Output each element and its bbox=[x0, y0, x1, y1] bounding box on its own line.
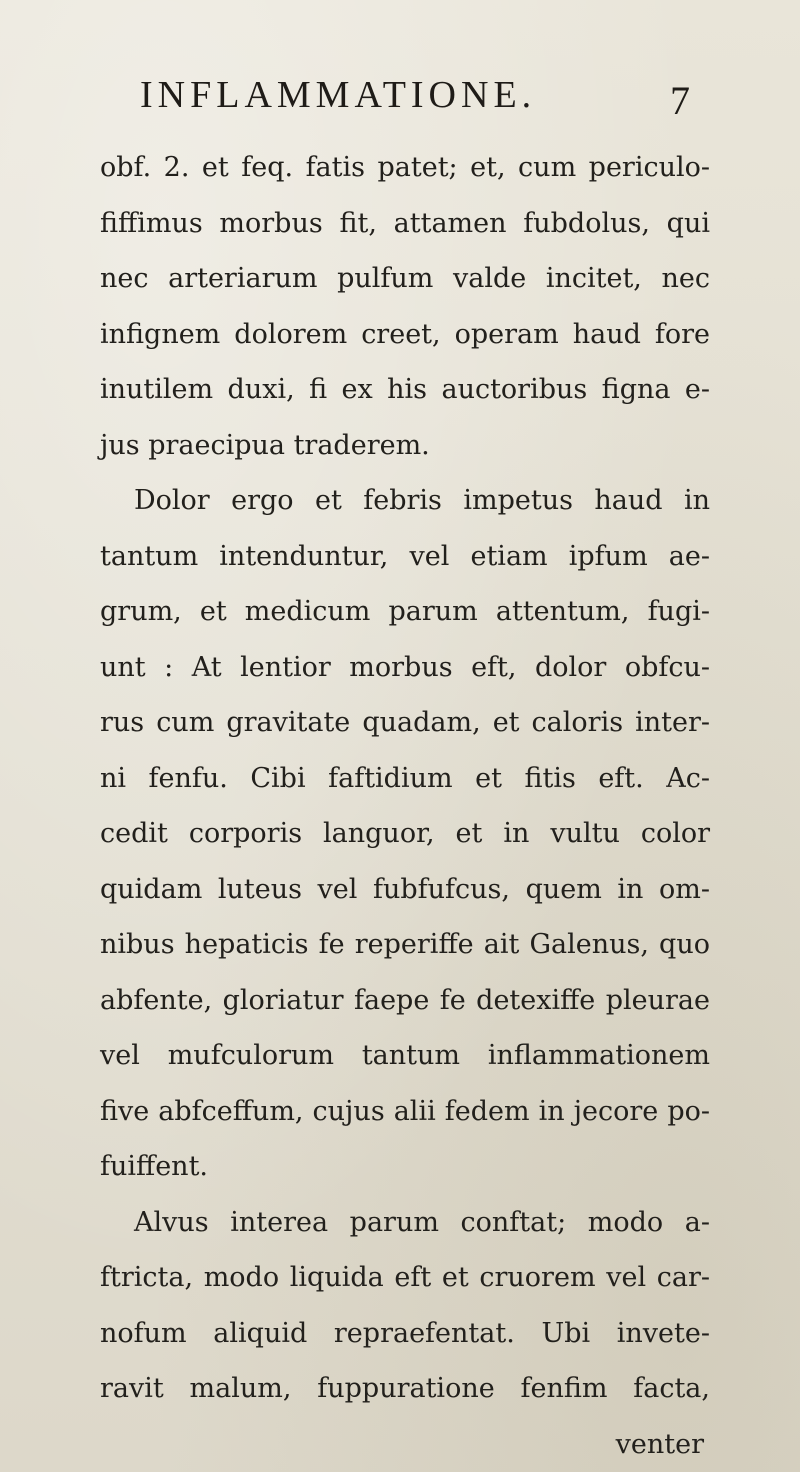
text-line: rus cum gravitate quadam, et caloris inter- bbox=[100, 707, 710, 738]
text-line: fuiffent. bbox=[100, 1151, 208, 1182]
text-line: jus praecipua traderem. bbox=[100, 429, 430, 461]
text-line: inutilem duxi, fi ex his auctoribus figna e- bbox=[100, 374, 710, 405]
text-line: five abfceffum, cujus alii fedem in jecore po- bbox=[100, 1095, 710, 1127]
text-line: unt : At lentior morbus eft, dolor obfcu- bbox=[100, 651, 710, 683]
body-text bbox=[100, 140, 710, 1472]
text-line: grum, et medicum parum attentum, fugi- bbox=[100, 596, 710, 627]
text-line: Dolor ergo et febris impetus haud in bbox=[134, 485, 710, 516]
catchword: venter bbox=[615, 1428, 704, 1460]
text-line: ni fenfu. Cibi faftidium et fitis eft. Ac- bbox=[100, 762, 710, 794]
text-line: nofum aliquid repraefentat. Ubi invete- bbox=[100, 1317, 710, 1349]
text-line: Alvus interea parum conftat; modo a- bbox=[134, 1206, 710, 1238]
text-line: infignem dolorem creet, operam haud fore bbox=[100, 318, 710, 350]
text-line: cedit corporis languor, et in vultu color bbox=[100, 818, 710, 849]
text-line: ftricta, modo liquida eft et cruorem vel car- bbox=[100, 1262, 710, 1293]
running-title: INFLAMMATIONE. bbox=[140, 74, 537, 116]
text-line: nec arteriarum pulfum valde incitet, nec bbox=[100, 263, 710, 294]
text-line: abfente, gloriatur faepe fe detexiffe pleurae bbox=[100, 984, 710, 1016]
text-line: nibus hepaticis fe reperiffe ait Galenus, quo bbox=[100, 929, 710, 960]
text-line: vel mufculorum tantum inflammationem bbox=[100, 1040, 710, 1071]
text-line: quidam luteus vel fubfufcus, quem in om- bbox=[100, 873, 710, 905]
text-line: obf. 2. et feq. fatis patet; et, cum periculo- bbox=[100, 152, 710, 183]
text-line: fiffimus morbus fit, attamen fubdolus, qui bbox=[100, 207, 710, 239]
page-number: 7 bbox=[670, 78, 690, 123]
text-line: ravit malum, fuppuratione fenfim facta, bbox=[100, 1373, 710, 1404]
text-line: tantum intenduntur, vel etiam ipfum ae- bbox=[100, 540, 710, 572]
running-head bbox=[140, 70, 700, 123]
